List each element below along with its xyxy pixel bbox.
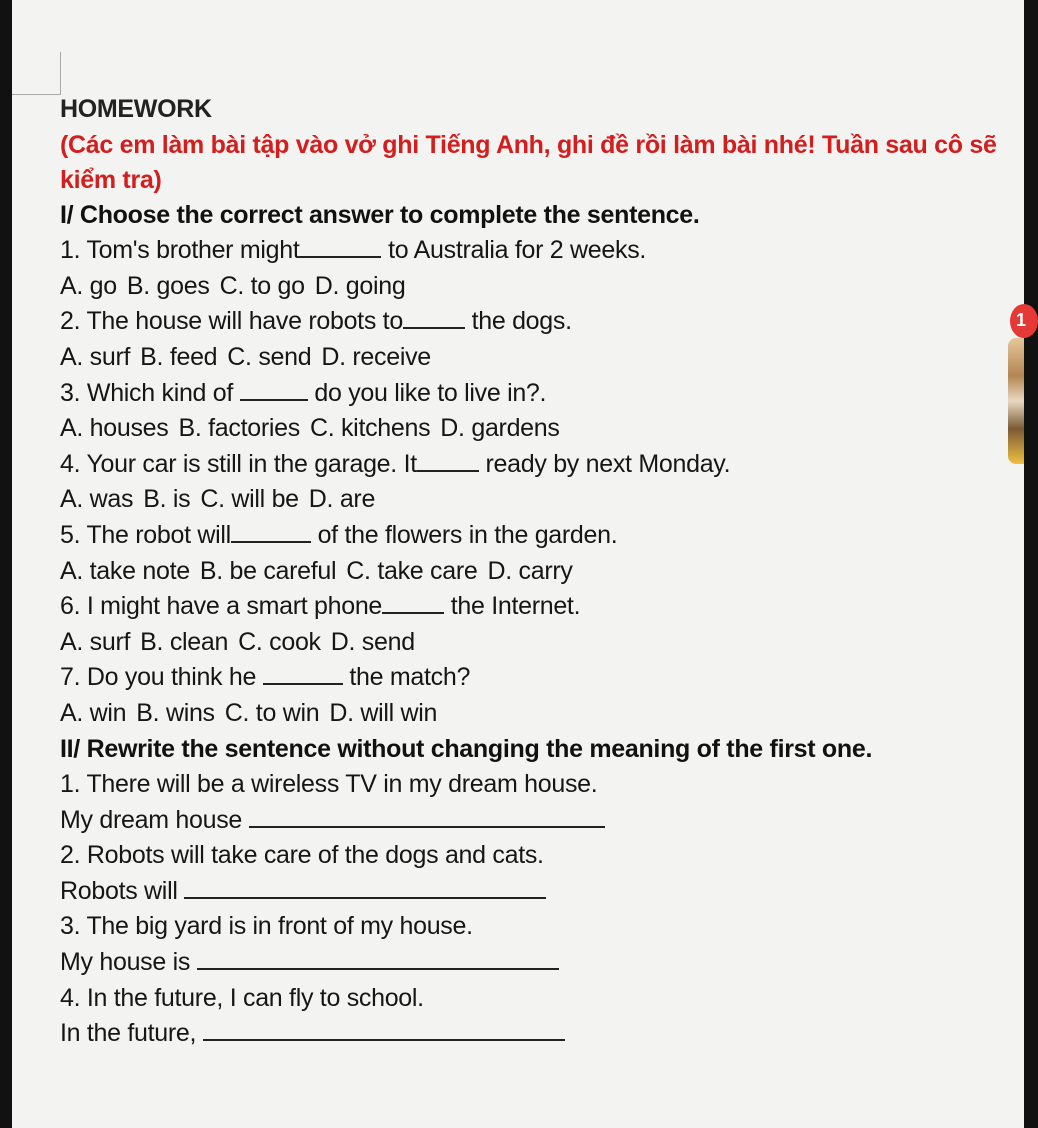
side-photo-thumbnail[interactable] (1008, 338, 1024, 464)
option-c: C. to go (219, 271, 305, 300)
option-d: D. going (314, 271, 406, 300)
worksheet-title: HOMEWORK (60, 95, 212, 123)
options-5 (60, 554, 1020, 590)
rewrite-prompt-text: My house is (60, 948, 197, 977)
options-7 (60, 696, 1020, 732)
question-text-after: do you like to live in?. (307, 378, 547, 407)
answer-blank (231, 521, 311, 543)
question-text-before: 6. I might have a smart phone (60, 592, 383, 621)
option-b: B. factories (178, 414, 300, 443)
question-1 (60, 233, 1020, 269)
worksheet-page (12, 0, 1027, 1128)
answer-blank (240, 379, 308, 401)
option-d: D. carry (487, 556, 573, 585)
option-b: B. clean (140, 627, 229, 656)
option-c: C. to win (224, 698, 320, 727)
option-a: A. houses (60, 414, 169, 443)
part1-heading: I/ Choose the correct answer to complete the sentence. (60, 200, 700, 229)
answer-blank (203, 1019, 565, 1041)
answer-blank (197, 948, 559, 970)
question-text-before: 7. Do you think he (60, 663, 263, 692)
notification-badge[interactable] (1010, 304, 1038, 338)
rewrite-prompt-3 (60, 945, 1020, 981)
rewrite-prompt-4 (60, 1016, 1020, 1052)
option-a: A. surf (60, 342, 131, 371)
option-a: A. was (60, 485, 134, 514)
option-c: C. take care (346, 556, 478, 585)
answer-blank (417, 450, 479, 472)
option-d: D. gardens (440, 414, 560, 443)
option-a: A. go (60, 271, 117, 300)
rewrite-prompt-2 (60, 874, 1020, 910)
question-text-after: the match? (342, 663, 471, 692)
option-c: C. cook (238, 627, 321, 656)
rewrite-sentence-2: 2. Robots will take care of the dogs and cats. (60, 841, 544, 870)
answer-blank (184, 877, 546, 899)
rewrite-sentence-3: 3. The big yard is in front of my house. (60, 912, 473, 941)
question-text-after: the Internet. (444, 592, 581, 621)
question-text-before: 3. Which kind of (60, 378, 240, 407)
question-text-after: to Australia for 2 weeks. (381, 236, 647, 265)
question-2 (60, 304, 1020, 340)
option-b: B. be careful (199, 556, 337, 585)
option-c: C. send (227, 342, 312, 371)
option-d: D. send (330, 627, 415, 656)
question-text-before: 2. The house will have robots to (60, 307, 403, 336)
option-a: A. take note (60, 556, 190, 585)
worksheet-content (60, 92, 1020, 1052)
answer-blank (249, 806, 605, 828)
question-6 (60, 589, 1020, 625)
option-a: A. surf (60, 627, 131, 656)
rewrite-prompt-1 (60, 803, 1020, 839)
question-text-after: of the flowers in the garden. (310, 520, 618, 549)
answer-blank (299, 236, 381, 258)
options-2 (60, 340, 1020, 376)
badge-count: 1 (1016, 310, 1027, 330)
part2-heading: II/ Rewrite the sentence without changing the meaning of the first one. (60, 734, 873, 763)
question-text-before: 5. The robot will (60, 520, 231, 549)
question-text-after: the dogs. (464, 307, 572, 336)
rewrite-prompt-text: Robots will (60, 876, 185, 905)
answer-blank (382, 592, 444, 614)
options-6 (60, 625, 1020, 661)
option-b: B. wins (136, 698, 215, 727)
question-4 (60, 447, 1020, 483)
question-5 (60, 518, 1020, 554)
option-b: B. is (143, 485, 191, 514)
teacher-instruction: (Các em làm bài tập vào vở ghi Tiếng Anh, ghi đề rồi làm bài nhé! Tuần sau cô sẽ kiểm tra) (60, 130, 997, 194)
question-3 (60, 376, 1020, 412)
rewrite-sentence-1: 1. There will be a wireless TV in my dream house. (60, 770, 598, 799)
option-c: C. will be (200, 485, 299, 514)
answer-blank (403, 307, 465, 329)
options-1 (60, 269, 1020, 305)
option-d: D. receive (321, 342, 431, 371)
rewrite-sentence-4: 4. In the future, I can fly to school. (60, 983, 424, 1012)
option-c: C. kitchens (309, 414, 431, 443)
option-d: D. are (308, 485, 376, 514)
options-3 (60, 411, 1020, 447)
question-text-before: 1. Tom's brother might (60, 236, 300, 265)
question-7 (60, 660, 1020, 696)
option-b: B. feed (140, 342, 218, 371)
option-a: A. win (60, 698, 127, 727)
page-corner-mark (12, 52, 61, 95)
option-d: D. will win (329, 698, 438, 727)
options-4 (60, 482, 1020, 518)
question-text-before: 4. Your car is still in the garage. It (60, 449, 417, 478)
rewrite-prompt-text: In the future, (60, 1019, 203, 1048)
option-b: B. goes (126, 271, 210, 300)
answer-blank (263, 663, 343, 685)
rewrite-prompt-text: My dream house (60, 805, 249, 834)
question-text-after: ready by next Monday. (478, 449, 731, 478)
